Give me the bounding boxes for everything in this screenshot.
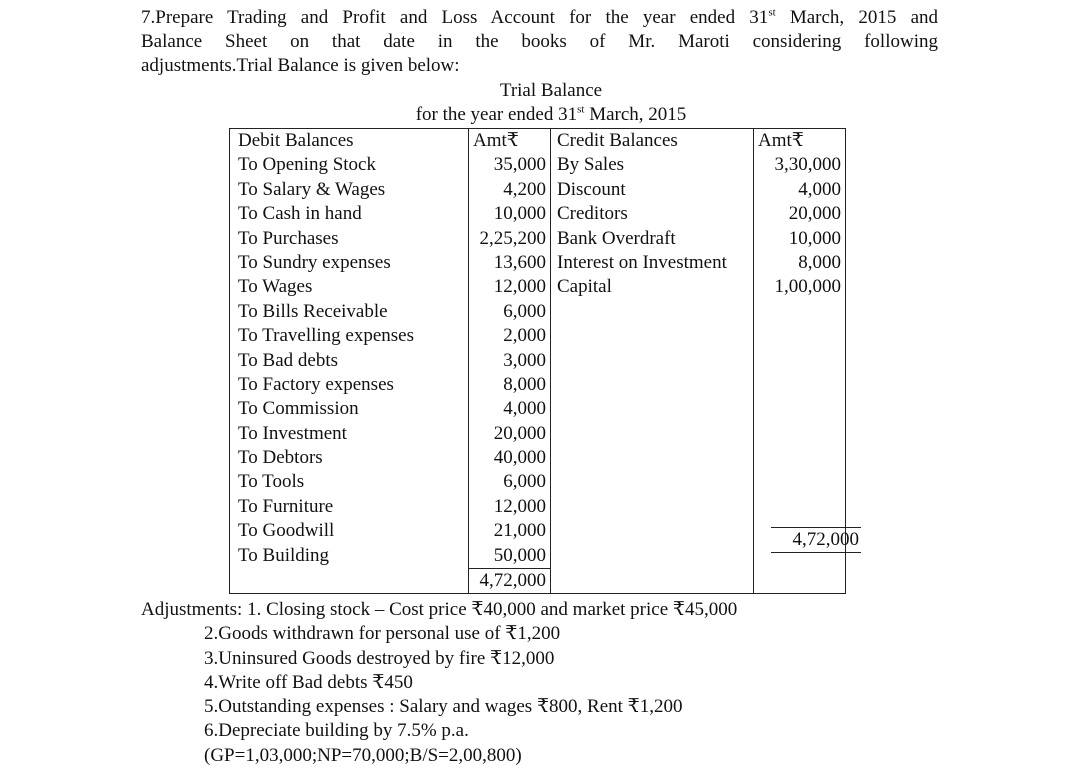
table-row — [230, 519, 846, 543]
debit-account: To Cash in hand — [230, 202, 469, 226]
credit-amount — [754, 446, 846, 470]
credit-total: 4,72,000 — [771, 527, 861, 553]
credit-account — [551, 422, 754, 446]
credit-account — [551, 349, 754, 373]
credit-amount: 20,000 — [754, 202, 846, 226]
debit-account: To Wages — [230, 275, 469, 299]
table-row — [230, 397, 846, 421]
debit-amount: 3,000 — [469, 349, 551, 373]
adjustment-item-6: 6.Depreciate building by 7.5% p.a. — [204, 720, 469, 742]
table-row — [230, 178, 846, 202]
table-row — [230, 202, 846, 226]
trial-balance-subtitle: for the year ended 31st March, 2015 — [415, 103, 687, 125]
debit-amount: 4,200 — [469, 178, 551, 202]
credit-amount: 1,00,000 — [754, 275, 846, 299]
table-row — [230, 324, 846, 348]
question-line-3: adjustments.Trial Balance is given below: — [141, 55, 460, 76]
debit-total: 4,72,000 — [469, 569, 551, 594]
debit-amount: 12,000 — [469, 495, 551, 519]
debit-account: To Sundry expenses — [230, 251, 469, 275]
credit-account — [551, 397, 754, 421]
question-text — [141, 6, 938, 78]
debit-amount: 12,000 — [469, 275, 551, 299]
debit-account: To Tools — [230, 470, 469, 494]
table-row — [230, 153, 846, 177]
table-row — [230, 544, 846, 569]
credit-amount — [754, 324, 846, 348]
total-empty-cell — [230, 569, 469, 594]
debit-account: To Building — [230, 544, 469, 569]
credit-account — [551, 470, 754, 494]
debit-amount: 6,000 — [469, 470, 551, 494]
debit-amount: 50,000 — [469, 544, 551, 569]
credit-account: Bank Overdraft — [551, 227, 754, 251]
credit-account — [551, 495, 754, 519]
table-row — [230, 300, 846, 324]
debit-amount: 10,000 — [469, 202, 551, 226]
credit-account — [551, 324, 754, 348]
adjustment-answer: (GP=1,03,000;NP=70,000;B/S=2,00,800) — [204, 744, 522, 766]
debit-amount: 20,000 — [469, 422, 551, 446]
debit-account: To Travelling expenses — [230, 324, 469, 348]
adjustment-item-4: 4.Write off Bad debts ₹450 — [204, 671, 413, 693]
trial-balance-title: Trial Balance — [499, 80, 603, 101]
credit-account: Capital — [551, 275, 754, 299]
debit-account: To Salary & Wages — [230, 178, 469, 202]
credit-account: Interest on Investment — [551, 251, 754, 275]
header-debit-amount: Amt₹ — [469, 129, 551, 154]
credit-amount — [754, 349, 846, 373]
debit-amount: 2,25,200 — [469, 227, 551, 251]
total-empty-cell — [754, 569, 846, 594]
credit-account: Discount — [551, 178, 754, 202]
credit-account — [551, 373, 754, 397]
debit-amount: 4,000 — [469, 397, 551, 421]
table-total-row — [230, 569, 846, 594]
debit-account: To Furniture — [230, 495, 469, 519]
debit-amount: 8,000 — [469, 373, 551, 397]
trial-balance-table — [229, 128, 846, 594]
total-empty-cell — [551, 569, 754, 594]
adjustments-section — [141, 598, 737, 768]
table-row — [230, 422, 846, 446]
debit-account: To Opening Stock — [230, 153, 469, 177]
credit-account: By Sales — [551, 153, 754, 177]
credit-account — [551, 519, 754, 543]
credit-account — [551, 300, 754, 324]
table-row — [230, 349, 846, 373]
debit-amount: 40,000 — [469, 446, 551, 470]
debit-account: To Commission — [230, 397, 469, 421]
credit-account — [551, 544, 754, 569]
question-line-2: Balance Sheet on that date in the books of Mr. Maroti considering following — [141, 31, 938, 52]
header-credit-amount: Amt₹ — [754, 129, 846, 154]
credit-account: Creditors — [551, 202, 754, 226]
table-row — [230, 470, 846, 494]
credit-amount: 4,000 — [754, 178, 846, 202]
debit-account: To Purchases — [230, 227, 469, 251]
credit-amount — [754, 495, 846, 519]
debit-account: To Factory expenses — [230, 373, 469, 397]
debit-amount: 35,000 — [469, 153, 551, 177]
table-row — [230, 446, 846, 470]
header-debit-balances: Debit Balances — [230, 129, 469, 154]
credit-amount: 8,000 — [754, 251, 846, 275]
debit-amount: 13,600 — [469, 251, 551, 275]
debit-account: To Investment — [230, 422, 469, 446]
credit-amount — [754, 422, 846, 446]
debit-amount: 2,000 — [469, 324, 551, 348]
adjustment-item-1: Adjustments: 1. Closing stock – Cost price ₹40,000 and market price ₹45,000 — [141, 599, 738, 620]
debit-account: To Goodwill — [230, 519, 469, 543]
table-row — [230, 251, 846, 275]
debit-amount: 21,000 — [469, 519, 551, 543]
table-row — [230, 495, 846, 519]
credit-account — [551, 446, 754, 470]
table-row — [230, 227, 846, 251]
adjustment-item-5: 5.Outstanding expenses : Salary and wages ₹800, Rent ₹1,200 — [204, 696, 683, 718]
credit-amount — [754, 470, 846, 494]
adjustment-item-3: 3.Uninsured Goods destroyed by fire ₹12,000 — [204, 647, 555, 669]
adjustments-heading: Adjustments: — [141, 599, 243, 620]
adjustment-item-2: 2.Goods withdrawn for personal use of ₹1,200 — [204, 623, 561, 645]
credit-amount: 3,30,000 — [754, 153, 846, 177]
question-line-1: 7.Prepare Trading and Profit and Loss Account for the year ended 31st March, 2015 and — [141, 6, 939, 28]
table-row — [230, 373, 846, 397]
credit-amount: 10,000 — [754, 227, 846, 251]
credit-amount — [754, 397, 846, 421]
table-header-row — [230, 129, 846, 154]
debit-account: To Debtors — [230, 446, 469, 470]
table-row — [230, 275, 846, 299]
debit-account: To Bad debts — [230, 349, 469, 373]
debit-amount: 6,000 — [469, 300, 551, 324]
debit-account: To Bills Receivable — [230, 300, 469, 324]
header-credit-balances: Credit Balances — [551, 129, 754, 154]
credit-amount — [754, 373, 846, 397]
credit-amount — [754, 300, 846, 324]
